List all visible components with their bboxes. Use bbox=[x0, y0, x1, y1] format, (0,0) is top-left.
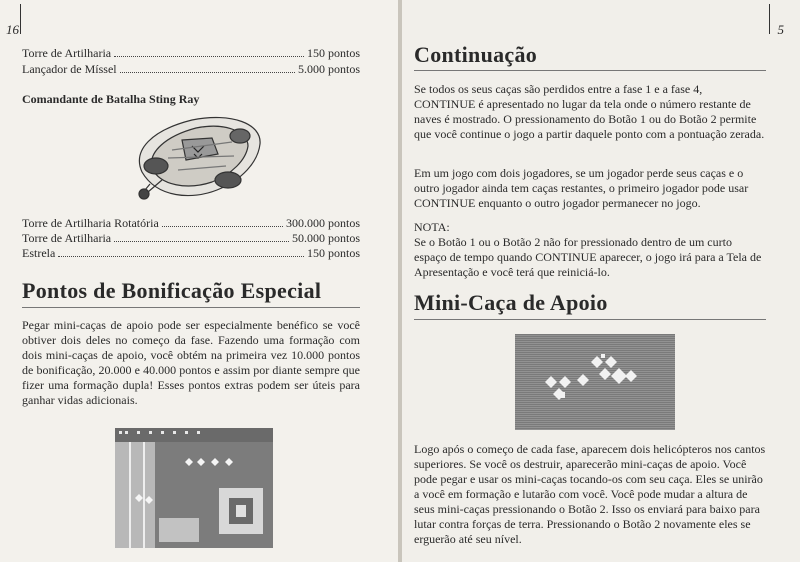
mini-fighter-paragraph: Logo após o começo de cada fase, aparecem dois helicópteros nos cantos superiores. Se você os destruir, aparecerão mini-caças de apoio. Você pode pegar e usar os mini-caças tocando-os com seu caça. Eles se unirão a você em formação e lutarão com você. Você pode mudar a altura de seus mini-caças pressionando o Botão 2. Isso os enviará para baixo para lutar contra forças de terra. Pressionando o Botão 2 novamente eles se erguerão até seu nível. bbox=[414, 442, 766, 546]
heading-underline bbox=[22, 307, 360, 308]
left-page bbox=[0, 0, 398, 562]
score-label: Torre de Artilharia Rotatória bbox=[22, 216, 159, 230]
score-row bbox=[22, 246, 360, 260]
bonus-paragraph: Pegar mini-caças de apoio pode ser especialmente benéfico se você obtiver dois deles no começo da fase. Fazendo uma formação com dois mini-caças de apoio, você obtém na primeira vez 10.000 pontos de bonificação, 20.000 e 40.000 pontos e assim por diante sempre que fizer uma formação dupla! Esses pontos extras podem ser úteis para ganhar vidas adicionais. bbox=[22, 318, 360, 407]
dot-leader bbox=[58, 256, 304, 257]
score-points: 150 pontos bbox=[306, 246, 360, 260]
boss-heading: Comandante de Batalha Sting Ray bbox=[22, 92, 200, 106]
score-label: Torre de Artilharia bbox=[22, 46, 112, 60]
bonus-heading: Pontos de Bonificação Especial bbox=[22, 278, 322, 303]
mini-fighter-heading: Mini-Caça de Apoio bbox=[414, 290, 608, 315]
heading-underline bbox=[414, 319, 766, 320]
mini-fighter-screenshot bbox=[515, 334, 675, 430]
continue-heading: Continuação bbox=[414, 42, 538, 67]
score-points: 150 pontos bbox=[306, 46, 360, 60]
two-player-paragraph: Em um jogo com dois jogadores, se um jogador perde seus caças e o outro jogador ainda tem caças restantes, o primeiro jogador pode usar CONTINUE enquanto o outro jogador permanecer no jogo. bbox=[414, 166, 749, 210]
note-title: NOTA: bbox=[414, 220, 450, 234]
dot-leader bbox=[114, 56, 304, 57]
page-number-left: 16 bbox=[6, 22, 19, 37]
note-paragraph: Se o Botão 1 ou o Botão 2 não for pressionado dentro de um curto espaço de tempo quando CONTINUE aparecer, o jogo irá para a Tela de Apresentação e você terá que reiniciá-lo. bbox=[414, 235, 762, 279]
continue-paragraph: Se todos os seus caças são perdidos entre a fase 1 e a fase 4, CONTINUE é apresentado no lugar da tela onde o número restante de naves é mostrado. O pressionamento do Botão 1 ou do Botão 2 permite que você continue o jogo a partir daquele ponto com a pontuação zerada. bbox=[414, 82, 765, 141]
score-row bbox=[22, 62, 360, 76]
right-page bbox=[402, 0, 800, 562]
dot-leader bbox=[120, 72, 295, 73]
dot-leader bbox=[162, 226, 283, 227]
score-row bbox=[22, 216, 360, 230]
score-label: Lançador de Míssel bbox=[22, 62, 117, 76]
score-points: 50.000 pontos bbox=[291, 231, 360, 245]
score-row bbox=[22, 231, 360, 245]
page-corner-rule bbox=[769, 4, 770, 34]
dot-leader bbox=[114, 241, 289, 242]
gameplay-screenshot bbox=[115, 428, 273, 548]
score-points: 300.000 pontos bbox=[285, 216, 360, 230]
heading-underline bbox=[414, 70, 766, 71]
sting-ray-ship-illustration bbox=[122, 110, 270, 206]
score-label: Estrela bbox=[22, 246, 56, 260]
page-corner-rule bbox=[20, 4, 21, 34]
score-label: Torre de Artilharia bbox=[22, 231, 112, 245]
score-row bbox=[22, 46, 360, 60]
score-points: 5.000 pontos bbox=[297, 62, 360, 76]
page-number-right: 5 bbox=[777, 22, 784, 37]
